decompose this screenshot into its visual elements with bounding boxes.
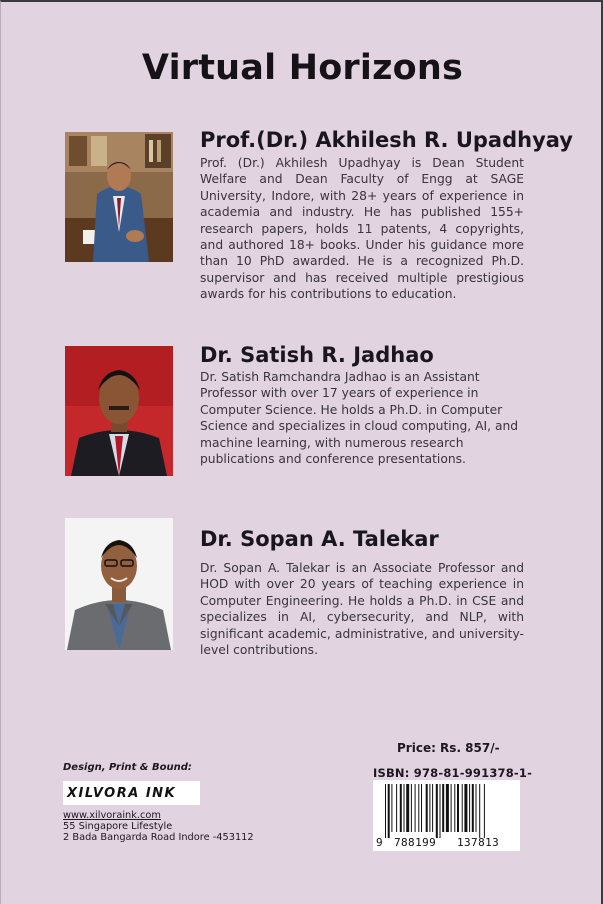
barcode-bar xyxy=(426,784,428,832)
barcode-bar xyxy=(432,784,433,832)
barcode-bar xyxy=(406,784,409,832)
barcode-bar xyxy=(396,784,397,832)
barcode-bar xyxy=(404,784,405,832)
barcode-bar xyxy=(411,784,412,832)
barcode-bar xyxy=(464,784,467,832)
isbn-label: ISBN: 978-81-991378-1- xyxy=(373,766,533,780)
publisher-logo-text: XILVORA INK xyxy=(67,785,177,801)
publisher-info xyxy=(63,762,303,843)
barcode-bar xyxy=(446,784,449,832)
author-photo xyxy=(65,132,173,262)
barcode-bar xyxy=(451,784,452,832)
barcode-bar xyxy=(415,784,416,832)
barcode-digits-right: 137813 xyxy=(457,836,500,849)
barcode-bar xyxy=(385,784,386,838)
publisher-website-link[interactable]: www.xilvoraink.com xyxy=(63,810,161,821)
publisher-label: Design, Print & Bound: xyxy=(63,762,192,773)
barcode-digits-left: 788199 xyxy=(394,836,437,849)
barcode-bar xyxy=(440,784,441,838)
barcode-bar xyxy=(476,784,477,832)
publisher-address-line: 55 Singapore Lifestyle xyxy=(63,821,173,832)
barcode-bar xyxy=(400,784,402,832)
barcode-bar xyxy=(454,784,455,832)
barcode-bar xyxy=(479,784,480,838)
barcode-bar xyxy=(429,784,430,832)
barcode-bar xyxy=(418,784,419,832)
barcode-bar xyxy=(472,784,474,832)
author-photo xyxy=(65,346,173,476)
barcode-digit-first: 9 xyxy=(376,836,383,849)
publisher-address-line: 2 Bada Bangarda Road Indore -453112 xyxy=(63,832,254,843)
author-photo xyxy=(65,518,173,650)
author-name: Dr. Satish R. Jadhao xyxy=(200,343,434,367)
price-label: Price: Rs. 857/- xyxy=(397,741,500,755)
publisher-logo xyxy=(63,781,200,805)
barcode-bar xyxy=(442,784,444,832)
barcode-bar xyxy=(391,784,392,832)
barcode-bar xyxy=(457,784,459,832)
barcode-bar xyxy=(462,784,463,832)
author-bio: Dr. Sopan A. Talekar is an Associate Professor and HOD with over 20 years of teaching experience in Computer Engineering. He holds a Ph.D. in CSE and specializes in AI, cybersecurity, and NLP, with significant academic, administrative, and university-level contributions. xyxy=(200,561,524,658)
isbn-barcode xyxy=(373,780,520,851)
author-photo-image xyxy=(65,132,173,262)
barcode-bar xyxy=(436,784,438,838)
barcode-bars xyxy=(373,780,520,838)
author-name: Dr. Sopan A. Talekar xyxy=(200,527,439,551)
author-photo-image xyxy=(65,518,173,650)
author-bio: Prof. (Dr.) Akhilesh Upadhyay is Dean Student Welfare and Dean Faculty of Engg at SAGE University, Indore, with 28+ years of experience in academia and industry. He has published 155+ research papers, holds 11 patents, 4 copyrights, and authored 18+ books. Under his guidance more than 10 PhD awarded. He is a recognized Ph.D. supervisor and has received multiple prestigious awards for his contributions to education. xyxy=(200,156,524,302)
author-bio: Dr. Satish Ramchandra Jadhao is an Assistant Professor with over 17 years of experience in Computer Science. He holds a Ph.D. in Computer Science and specializes in cloud computing, AI, and machine learning, with numerous research publications and conference presentations. xyxy=(200,370,519,467)
author-name: Prof.(Dr.) Akhilesh R. Upadhyay xyxy=(200,128,573,152)
barcode-bar xyxy=(469,784,470,832)
author-photo-image xyxy=(65,346,173,476)
barcode-bar xyxy=(388,784,390,838)
barcode-bar xyxy=(421,784,422,832)
book-title: Virtual Horizons xyxy=(141,48,464,88)
barcode-bar xyxy=(484,784,485,838)
